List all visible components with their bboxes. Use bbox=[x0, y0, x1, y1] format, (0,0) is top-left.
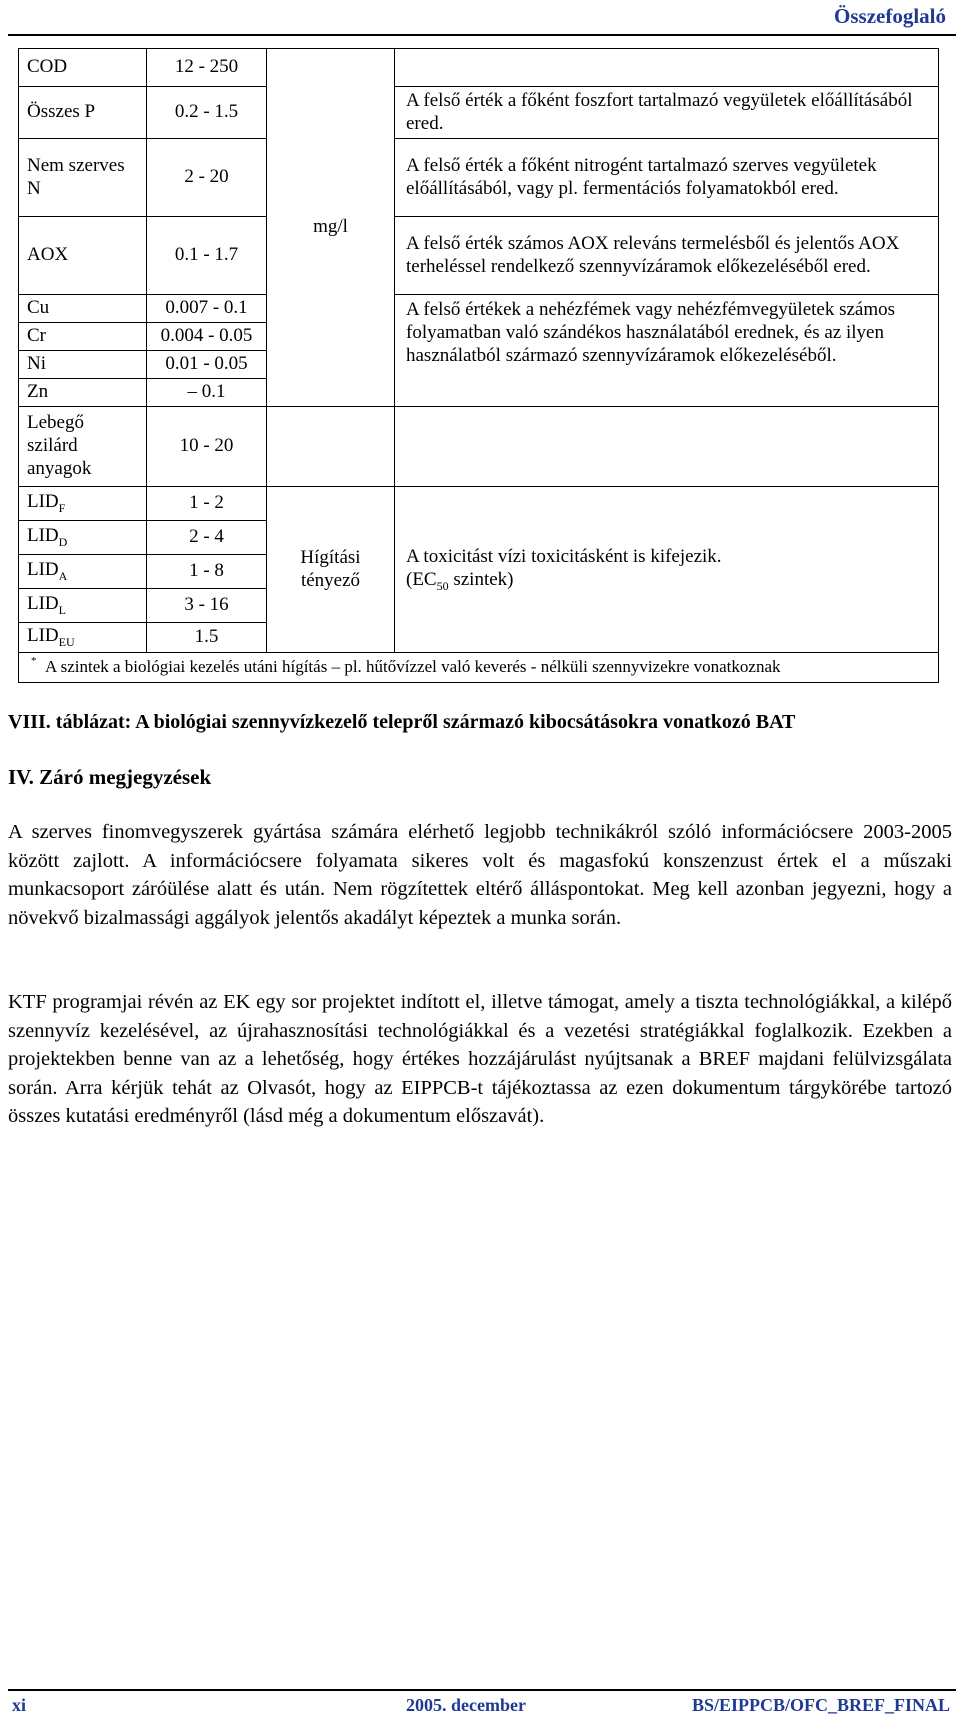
footer-doc-code: BS/EIPPCB/OFC_BREF_FINAL bbox=[691, 1695, 950, 1715]
section-heading: IV. Záró megjegyzések bbox=[8, 765, 212, 789]
param-cell: Nem szerves N bbox=[19, 139, 147, 217]
param-cell: Lebegő szilárd anyagok bbox=[19, 407, 147, 487]
param-cell: Cr bbox=[19, 323, 147, 351]
value-cell: 2 - 4 bbox=[147, 521, 267, 555]
param-cell: $LID_L$ bbox=[19, 589, 147, 623]
value-cell: 3 - 16 bbox=[147, 589, 267, 623]
table-row bbox=[19, 87, 939, 139]
param-cell: $LID_F$ bbox=[19, 487, 147, 521]
table-row bbox=[19, 295, 939, 323]
paragraph: KTF programjai révén az EK egy sor projektet indított el, illetve támogat, amely a tiszta technológiákkal, a kilépő szennyvíz kezelésével, az újrahasznosítási technológiákkal és a vezetési stratégiákkal foglalkozik. Ezekben a projektekben benne van az a lehetőség, hogy értékes hozzájárulást nyújtsanak a BREF majdani felülvizsgálata során. Arra kérjük tehát az Olvasót, hogy az EIPPCB-t tájékoztassa az ezen dokumentum tárgykörébe tartozó összes kutatási eredményről (lásd még a dokumentum előszavát). bbox=[8, 991, 952, 1127]
footer-date: 2005. december bbox=[406, 1695, 526, 1715]
value-cell: 0.007 - 0.1 bbox=[147, 295, 267, 323]
value-cell: 1.5 bbox=[147, 623, 267, 653]
table-row bbox=[19, 407, 939, 487]
value-cell: 12 - 250 bbox=[147, 49, 267, 87]
param-cell: Cu bbox=[19, 295, 147, 323]
header-rule bbox=[8, 34, 956, 36]
value-cell: 1 - 2 bbox=[147, 487, 267, 521]
table-footnote: * A szintek a biológiai kezelés utáni hígítás – pl. hűtővízzel való keverés - nélküli szennyvizekre vonatkoznak bbox=[19, 653, 939, 683]
value-cell: 1 - 8 bbox=[147, 555, 267, 589]
value-cell: 0.01 - 0.05 bbox=[147, 351, 267, 379]
table-caption: VIII. táblázat: A biológiai szennyvízkezelő telepről származó kibocsátásokra vonatkozó BAT bbox=[8, 711, 796, 733]
table-row bbox=[19, 487, 939, 521]
value-cell: – 0.1 bbox=[147, 379, 267, 407]
comment-cell: A felső érték a főként foszfort tartalmazó vegyületek előállításából ered. bbox=[395, 87, 939, 139]
value-cell: 0.2 - 1.5 bbox=[147, 87, 267, 139]
table-row bbox=[19, 49, 939, 87]
value-cell: 10 - 20 bbox=[147, 407, 267, 487]
param-cell: $LID_D$ bbox=[19, 521, 147, 555]
value-cell: 0.1 - 1.7 bbox=[147, 217, 267, 295]
param-cell: AOX bbox=[19, 217, 147, 295]
unit-cell-mgl: mg/l bbox=[267, 49, 395, 407]
bat-emission-table bbox=[18, 48, 939, 683]
param-cell: COD bbox=[19, 49, 147, 87]
comment-cell: A felső érték a főként nitrogént tartalmazó szerves vegyületek előállításából, vagy pl. fermentációs folyamatokból ered. bbox=[395, 139, 939, 217]
section-header: Összefoglaló bbox=[834, 4, 946, 28]
param-cell: Zn bbox=[19, 379, 147, 407]
value-cell: 2 - 20 bbox=[147, 139, 267, 217]
lid-comment-cell: A toxicitást vízi toxicitásként is kifejezik. ($EC_{50}$ szintek) bbox=[395, 487, 939, 653]
comment-cell bbox=[395, 407, 939, 487]
unit-cell-dilution: Hígítási tényező bbox=[267, 487, 395, 653]
footer-page-number: xi bbox=[12, 1695, 27, 1715]
table-footnote-row bbox=[19, 653, 939, 683]
table-row bbox=[19, 139, 939, 217]
paragraph: A szerves finomvegyszerek gyártása számára elérhető legjobb technikákról szóló információcsere 2003-2005 között zajlott. A információcsere folyamata sikeres volt és magasfokú konszenzust értek el a műszaki munkacsoport záróülése alatt és után. Nem rögzítettek eltérő álláspontokat. Meg kell azonban jegyezni, hogy a növekvő bizalmassági aggályok jelentős akadályt képeztek a munka során. bbox=[8, 821, 952, 929]
param-cell: $LID_A$ bbox=[19, 555, 147, 589]
param-cell: Ni bbox=[19, 351, 147, 379]
param-cell: Összes P bbox=[19, 87, 147, 139]
value-cell: 0.004 - 0.05 bbox=[147, 323, 267, 351]
footer-rule bbox=[8, 1689, 956, 1691]
param-cell: $LID_{EU}$ bbox=[19, 623, 147, 653]
metals-comment-cell: A felső értékek a nehézfémek vagy nehézfémvegyületek számos folyamatban való szándékos használatából erednek, és az ilyen használatból származó szennyvízáramok előkezeléséből. bbox=[395, 295, 939, 407]
comment-cell bbox=[395, 49, 939, 87]
comment-cell: A felső érték számos AOX releváns termelésből és jelentős AOX terheléssel rendelkező szennyvízáramok előkezeléséből ered. bbox=[395, 217, 939, 295]
table-row bbox=[19, 217, 939, 295]
unit-cell-empty bbox=[267, 407, 395, 487]
